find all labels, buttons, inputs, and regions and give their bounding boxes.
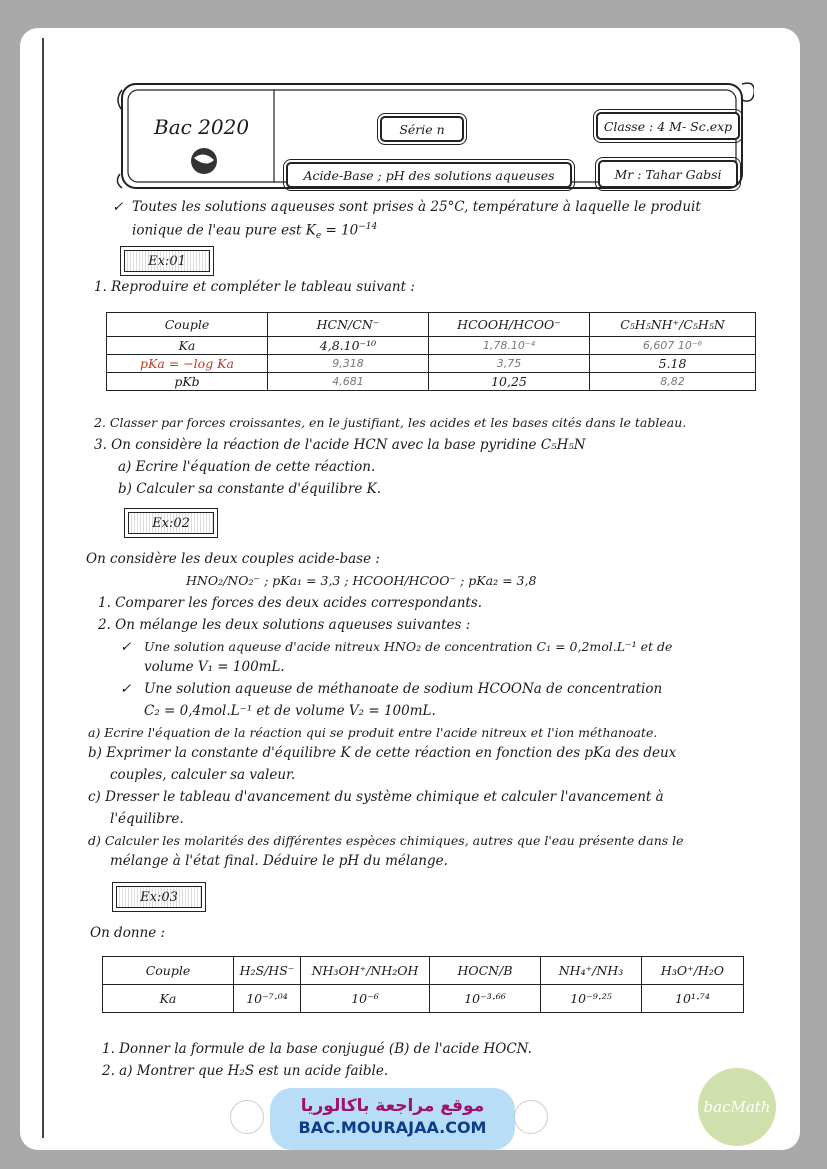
table-row: [107, 337, 756, 355]
ex3-intro: On donne :: [90, 925, 166, 941]
left-logo-icon: [230, 1100, 264, 1134]
ex2-bullet2-line1: Une solution aqueuse de méthanoate de sodium HCOONa de concentration: [144, 681, 663, 697]
ex3-q1: 1. Donner la formule de la base conjugué (B) de l'acide HOCN.: [102, 1041, 532, 1057]
table-cell: pKa = −log Ka: [107, 355, 268, 373]
table-header: Couple: [103, 957, 234, 985]
classe-label: Classe : 4 M- Sc.exp: [596, 112, 740, 140]
table-cell: Ka: [107, 337, 268, 355]
table-cell: 5.18: [590, 355, 756, 373]
table-cell: 10⁻³·⁶⁶: [430, 985, 541, 1013]
site-banner[interactable]: [270, 1088, 515, 1150]
table-row: [107, 355, 756, 373]
ex1-q3b: b) Calculer sa constante d'équilibre K.: [118, 481, 382, 497]
ex2-couples: HNO₂/NO₂⁻ ; pKa₁ = 3,3 ; HCOOH/HCOO⁻ ; pKa₂ = 3,8: [186, 573, 537, 588]
serie-label: Série n: [380, 116, 464, 142]
ex2-intro: On considère les deux couples acide-base :: [86, 551, 380, 567]
table-cell: 10⁻⁷·⁰⁴: [234, 985, 301, 1013]
ex2-label: Ex:02: [128, 512, 214, 534]
table-header: HCN/CN⁻: [268, 313, 429, 337]
bullet-check-icon: ✓: [120, 681, 132, 697]
table-header: HCOOH/HCOO⁻: [429, 313, 590, 337]
table-row: [103, 985, 744, 1013]
site-url[interactable]: BAC.MOURAJAA.COM: [298, 1118, 487, 1137]
ex1-table: [106, 312, 756, 391]
header-scroll: [114, 76, 754, 196]
table-header: H₃O⁺/H₂O: [642, 957, 744, 985]
table-cell: 4,8.10⁻¹⁰: [268, 337, 429, 355]
table-cell: 10¹·⁷⁴: [642, 985, 744, 1013]
ex2-qd-line1: d) Calculer les molarités des différentes espèces chimiques, autres que l'eau présente dans le: [88, 833, 684, 848]
site-name-arabic: موقع مراجعة باكالوريا: [300, 1096, 485, 1116]
right-logo-icon: [514, 1100, 548, 1134]
ex2-bullet1-line1: Une solution aqueuse d'acide nitreux HNO₂ de concentration C₁ = 0,2mol.L⁻¹ et de: [144, 639, 673, 654]
table-cell-handwritten: 6,607 10⁻⁶: [590, 337, 756, 355]
ex2-q2: 2. On mélange les deux solutions aqueuses suivantes :: [98, 617, 471, 633]
table-header: NH₃OH⁺/NH₂OH: [301, 957, 430, 985]
ex1-q1: 1. Reproduire et compléter le tableau suivant :: [94, 279, 415, 295]
ex3-label: Ex:03: [116, 886, 202, 908]
ex2-bullet2-line2: C₂ = 0,4mol.L⁻¹ et de volume V₂ = 100mL.: [144, 703, 436, 719]
table-header: Couple: [107, 313, 268, 337]
table-header-row: [107, 313, 756, 337]
table-row: [107, 373, 756, 391]
ex3-q2: 2. a) Montrer que H₂S est un acide faible.: [102, 1063, 389, 1079]
teacher-label: Mr : Tahar Gabsi: [598, 160, 738, 188]
ex1-label: Ex:01: [124, 250, 210, 272]
bacmath-badge: bacMath: [698, 1068, 776, 1146]
ex1-q3: 3. On considère la réaction de l'acide HCN avec la base pyridine C₅H₅N: [94, 437, 586, 453]
table-cell: 10,25: [429, 373, 590, 391]
intro-line-2: ionique de l'eau pure est $K_e = 10^{-14}$: [132, 222, 378, 242]
table-cell: pKb: [107, 373, 268, 391]
table-header: H₂S/HS⁻: [234, 957, 301, 985]
ex2-qb-line2: couples, calculer sa valeur.: [110, 767, 296, 783]
table-header: NH₄⁺/NH₃: [541, 957, 642, 985]
subject-label: Acide-Base ; pH des solutions aqueuses: [286, 162, 572, 188]
ex2-qb-line1: b) Exprimer la constante d'équilibre K de cette réaction en fonction des pKa des deux: [88, 745, 677, 761]
margin-line: [42, 38, 44, 1138]
intro-line-1: Toutes les solutions aqueuses sont prises à 25°C, température à laquelle le produit: [132, 199, 701, 215]
table-cell: 10⁻⁶: [301, 985, 430, 1013]
ex1-q2: 2. Classer par forces croissantes, en le justifiant, les acides et les bases cités dans le tableau.: [94, 415, 687, 430]
table-cell-handwritten: 9,318: [268, 355, 429, 373]
table-cell-handwritten: 3,75: [429, 355, 590, 373]
intro-checkmark: ✓: [112, 199, 124, 215]
ex2-qc-line2: l'équilibre.: [110, 811, 184, 827]
document-page: [20, 28, 800, 1150]
table-header: HOCN/B: [430, 957, 541, 985]
table-cell-handwritten: 4,681: [268, 373, 429, 391]
bullet-check-icon: ✓: [120, 639, 132, 655]
ex2-qd-line2: mélange à l'état final. Déduire le pH du mélange.: [110, 853, 448, 869]
ex2-qa: a) Ecrire l'équation de la réaction qui se produit entre l'acide nitreux et l'ion méthanoate.: [88, 725, 658, 740]
bac-year: Bac 2020: [154, 115, 250, 139]
ex2-bullet1-line2: volume V₁ = 100mL.: [144, 659, 285, 675]
ex2-qc-line1: c) Dresser le tableau d'avancement du système chimique et calculer l'avancement à: [88, 789, 664, 805]
table-header-row: [103, 957, 744, 985]
table-cell-handwritten: 8,82: [590, 373, 756, 391]
ex1-q3a: a) Ecrire l'équation de cette réaction.: [118, 459, 376, 475]
ex2-q1: 1. Comparer les forces des deux acides correspondants.: [98, 595, 483, 611]
table-cell: 10⁻⁹·²⁵: [541, 985, 642, 1013]
table-cell: Ka: [103, 985, 234, 1013]
table-header: C₅H₅NH⁺/C₅H₅N: [590, 313, 756, 337]
ex3-table: [102, 956, 744, 1013]
table-cell-handwritten: 1,78.10⁻⁴: [429, 337, 590, 355]
